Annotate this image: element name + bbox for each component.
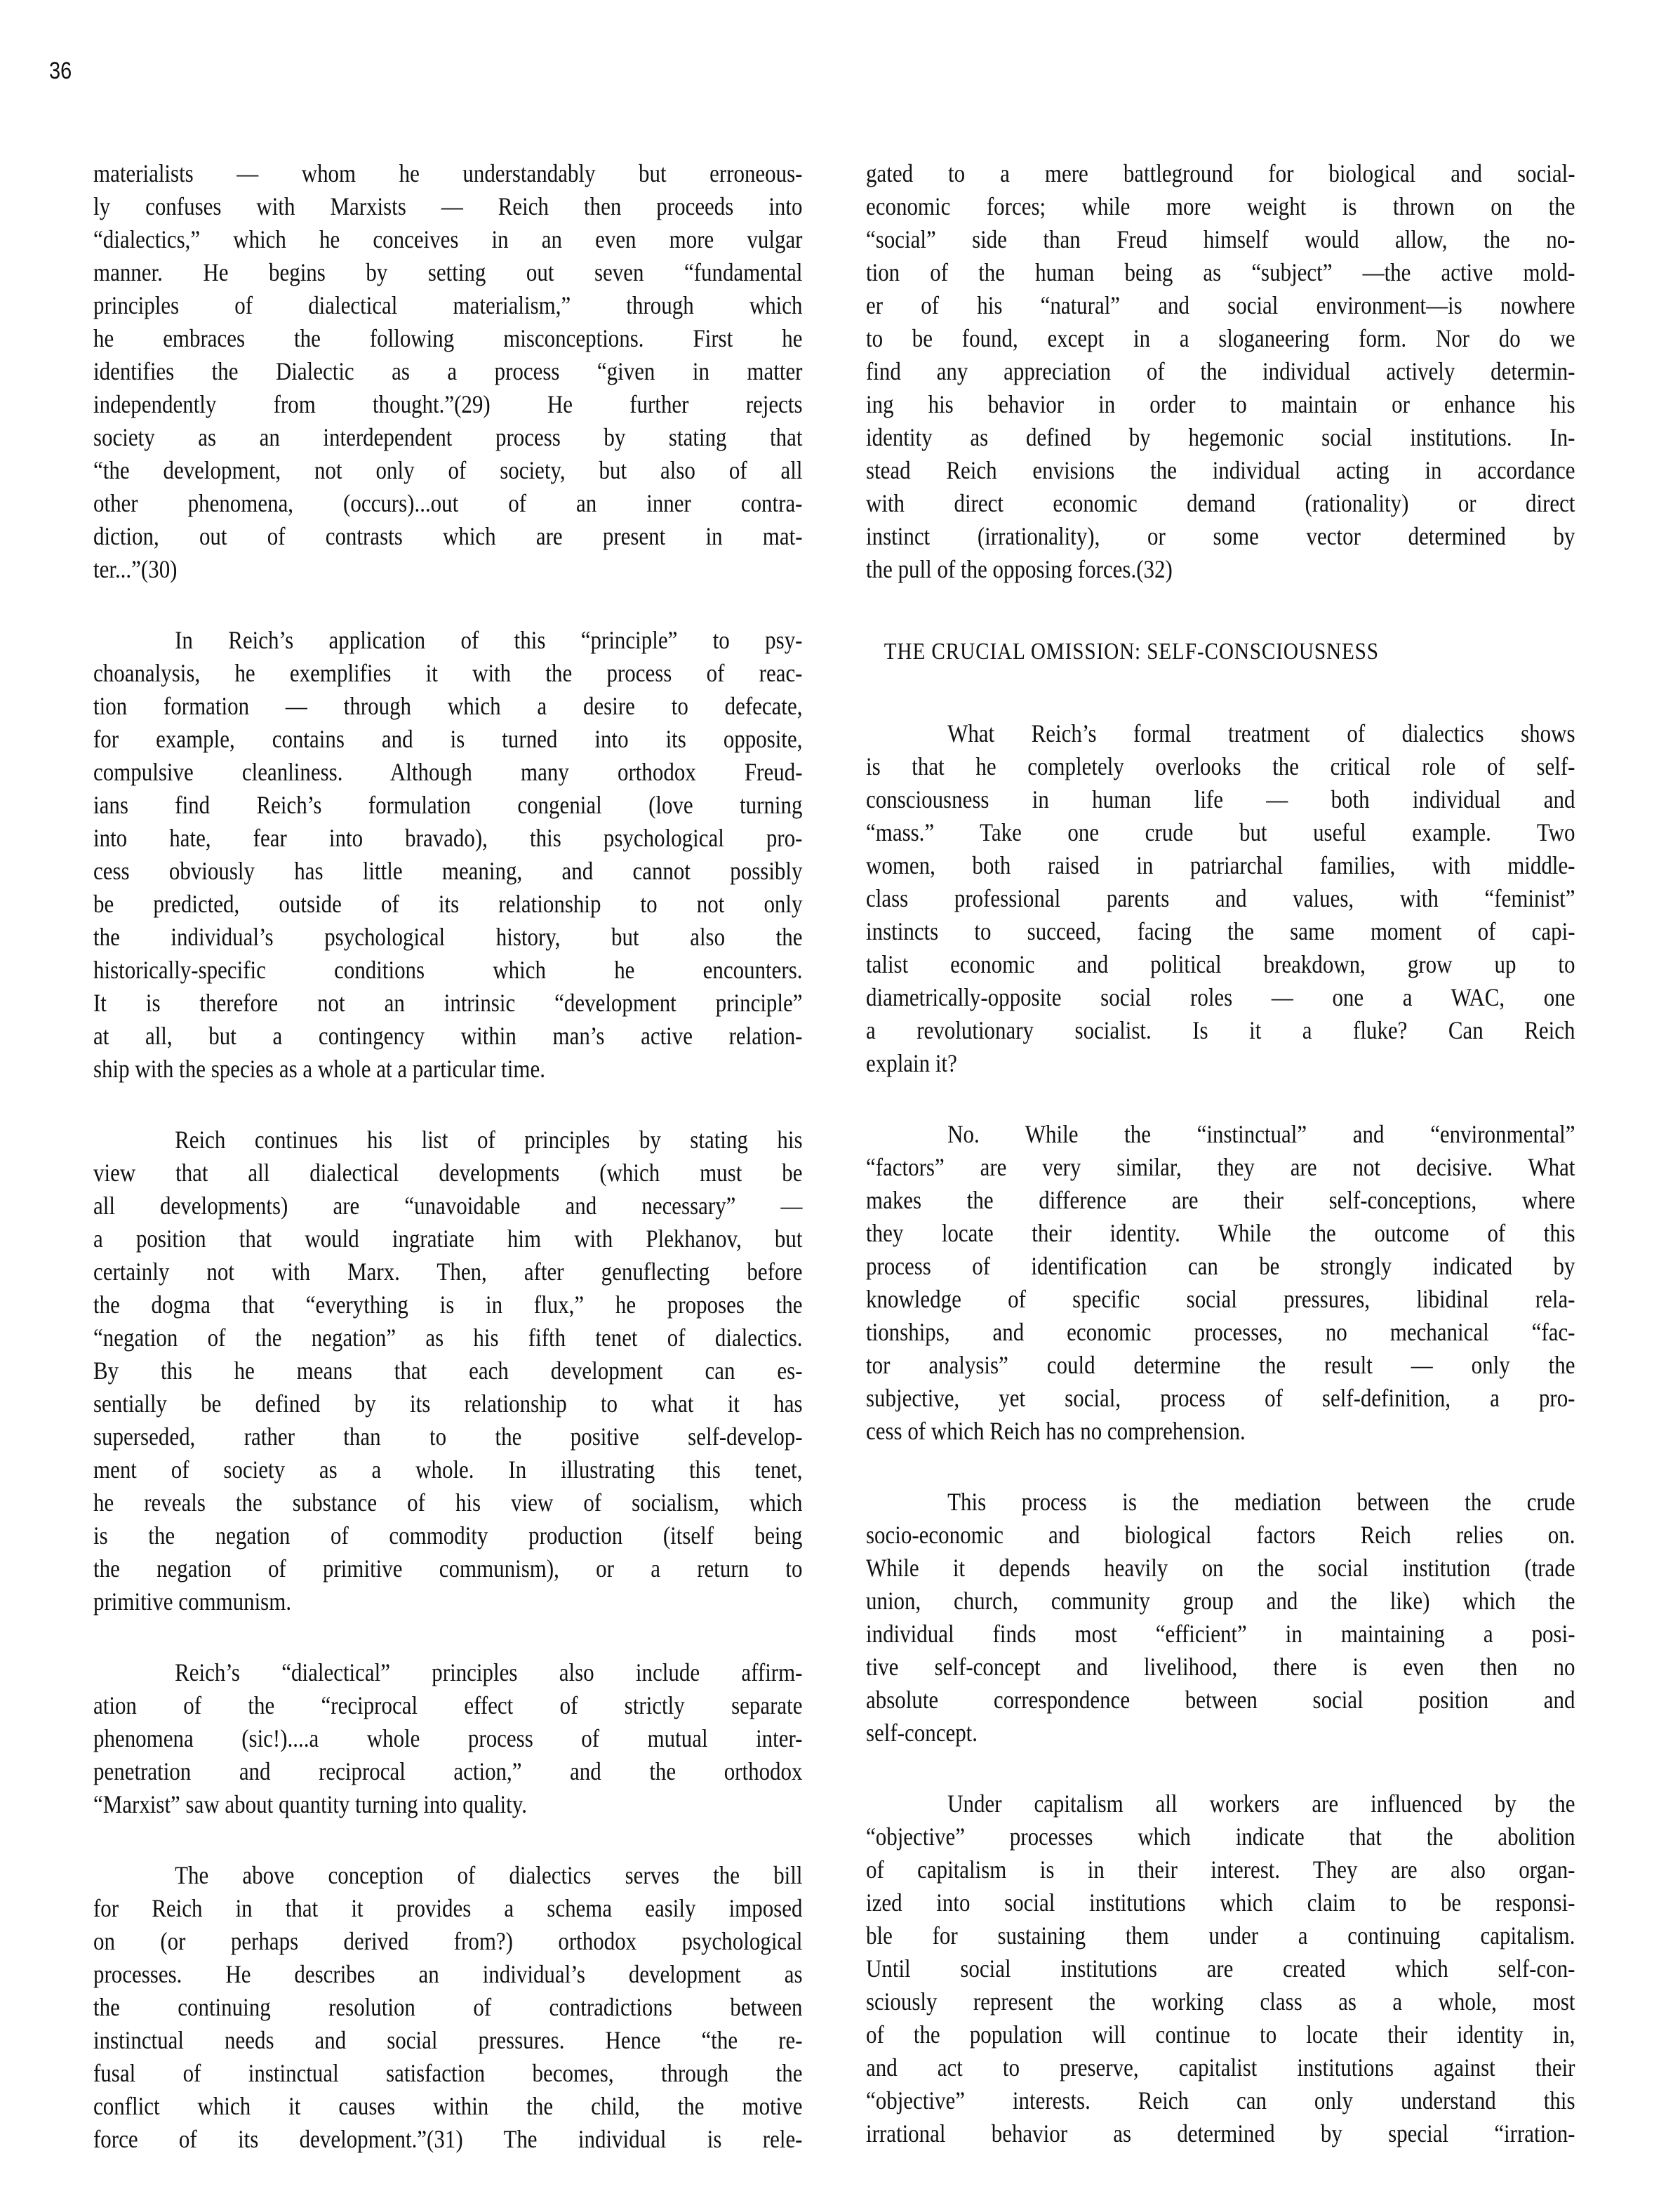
text-line: find any appreciation of the individual actively determin- [866, 357, 1575, 385]
text-line: instinct (irrationality), or some vector determined by [866, 522, 1575, 550]
text-line: self-concept. [866, 1719, 978, 1747]
text-line: for Reich in that it provides a schema easily imposed [93, 1894, 803, 1922]
text-line: view that all dialectical developments (which must be [93, 1159, 803, 1187]
text-line: ter...”(30) [93, 555, 178, 583]
text-line: economic forces; while more weight is thrown on the [866, 192, 1575, 220]
paragraph [93, 157, 802, 586]
text-line: talist economic and political breakdown, grow up to [866, 950, 1575, 978]
text-line: a revolutionary socialist. Is it a fluke? Can Reich [866, 1016, 1575, 1044]
text-line: ing his behavior in order to maintain or enhance his [866, 390, 1575, 418]
text-line: tor analysis” could determine the result — only the [866, 1351, 1575, 1379]
text-line: By this he means that each development can es- [93, 1357, 803, 1385]
text-line: for example, contains and is turned into its opposite, [93, 725, 803, 753]
text-line: “objective” interests. Reich can only understand this [866, 2086, 1575, 2114]
right-column [866, 157, 1575, 2150]
text-line: irrational behavior as determined by special “irration- [866, 2119, 1575, 2147]
text-line: ship with the species as a whole at a particular time. [93, 1055, 545, 1083]
text-line: individual finds most “efficient” in maintaining a posi- [866, 1620, 1575, 1648]
text-line: is that he completely overlooks the critical role of self- [866, 752, 1575, 780]
text-line: certainly not with Marx. Then, after genuflecting before [93, 1258, 803, 1286]
text-line: identifies the Dialectic as a process “given in matter [93, 357, 803, 385]
right-column-intro [866, 157, 1575, 586]
text-line: “mass.” Take one crude but useful example. Two [866, 818, 1575, 846]
text-line: knowledge of specific social pressures, libidinal rela- [866, 1285, 1575, 1313]
text-line: the individual’s psychological history, but also the [93, 923, 803, 951]
paragraph-gap [866, 1750, 1575, 1787]
paragraph [866, 1486, 1575, 1750]
text-line: “the development, not only of society, but also of all [93, 456, 803, 484]
text-line: “dialectics,” which he conceives in an even more vulgar [93, 225, 803, 253]
text-line: be predicted, outside of its relationship to not only [93, 890, 803, 918]
paragraph [93, 1859, 802, 2156]
text-line: the pull of the opposing forces.(32) [866, 555, 1173, 583]
text-line: It is therefore not an intrinsic “development principle” [93, 989, 803, 1017]
text-line: Until social institutions are created which self-con- [866, 1954, 1575, 1983]
text-line: force of its development.”(31) The individual is rele- [93, 2125, 803, 2153]
text-line: process of identification can be strongly indicated by [866, 1252, 1575, 1280]
paragraph-gap [93, 1618, 802, 1656]
text-line: ly confuses with Marxists — Reich then proceeds into [93, 192, 803, 220]
text-line: phenomena (sic!)....a whole process of mutual inter- [93, 1724, 803, 1752]
text-line: While it depends heavily on the social institution (trade [866, 1554, 1575, 1582]
right-column-body [866, 717, 1575, 2150]
text-line: of capitalism is in their interest. They are also organ- [866, 1856, 1575, 1884]
text-line: primitive communism. [93, 1587, 292, 1616]
text-line: ment of society as a whole. In illustrating this tenet, [93, 1456, 803, 1484]
text-line: subjective, yet social, process of self-definition, a pro- [866, 1384, 1575, 1412]
text-line: the continuing resolution of contradictions between [93, 1993, 803, 2021]
text-line: historically-specific conditions which he encounters. [93, 956, 803, 984]
text-line: other phenomena, (occurs)...out of an inner contra- [93, 489, 803, 517]
text-line: Reich’s “dialectical” principles also include affirm- [175, 1658, 803, 1686]
text-line: the dogma that “everything is in flux,” he proposes the [93, 1291, 803, 1319]
text-line: sciously represent the working class as a whole, most [866, 1987, 1575, 2016]
text-line: on (or perhaps derived from?) orthodox psychological [93, 1927, 803, 1955]
text-line: absolute correspondence between social position and [866, 1686, 1575, 1714]
paragraph [866, 157, 1575, 586]
text-line: class professional parents and values, with “feminist” [866, 884, 1575, 912]
text-line: stead Reich envisions the individual acting in accordance [866, 456, 1575, 484]
text-line: In Reich’s application of this “principle” to psy- [175, 626, 803, 654]
spacer [866, 668, 1575, 717]
text-line: er of his “natural” and social environment—is nowhere [866, 291, 1575, 319]
text-line: tionships, and economic processes, no mechanical “fac- [866, 1318, 1575, 1346]
paragraph [93, 624, 802, 1086]
section-heading: THE CRUCIAL OMISSION: SELF-CONSCIOUSNESS [884, 639, 1379, 665]
text-line: a position that would ingratiate him with Plekhanov, but [93, 1225, 803, 1253]
paragraph [866, 717, 1575, 1080]
text-line: principles of dialectical materialism,” through which [93, 291, 803, 319]
paragraph-gap [93, 1821, 802, 1859]
text-line: instinctual needs and social pressures. Hence “the re- [93, 2026, 803, 2054]
spacer [866, 586, 1575, 635]
text-line: sentially be defined by its relationship to what it has [93, 1390, 803, 1418]
text-line: and act to preserve, capitalist institutions against their [866, 2053, 1575, 2082]
text-line: at all, but a contingency within man’s active relation- [93, 1022, 803, 1050]
text-line: they locate their identity. While the outcome of this [866, 1219, 1575, 1247]
text-line: Under capitalism all workers are influenced by the [947, 1790, 1575, 1818]
paragraph [866, 1787, 1575, 2150]
paragraph [93, 1124, 802, 1618]
text-line: What Reich’s formal treatment of dialectics shows [947, 719, 1575, 747]
text-line: diametrically-opposite social roles — one a WAC, one [866, 983, 1575, 1011]
text-line: is the negation of commodity production (itself being [93, 1521, 803, 1550]
text-line: penetration and reciprocal action,” and the orthodox [93, 1757, 803, 1785]
text-line: processes. He describes an individual’s development as [93, 1960, 803, 1988]
left-column [93, 157, 802, 2156]
text-line: of the population will continue to locate their identity in, [866, 2020, 1575, 2049]
text-line: makes the difference are their self-conceptions, where [866, 1186, 1575, 1214]
text-line: consciousness in human life — both individual and [866, 785, 1575, 813]
text-line: fusal of instinctual satisfaction becomes, through the [93, 2059, 803, 2087]
text-line: tive self-concept and livelihood, there is even then no [866, 1653, 1575, 1681]
text-line: conflict which it causes within the child, the motive [93, 2092, 803, 2120]
text-line: compulsive cleanliness. Although many orthodox Freud- [93, 758, 803, 786]
paragraph-gap [93, 1086, 802, 1124]
text-line: union, church, community group and the like) which the [866, 1587, 1575, 1615]
text-line: explain it? [866, 1049, 957, 1077]
text-line: “objective” processes which indicate that the abolition [866, 1823, 1575, 1851]
text-line: tion formation — through which a desire to defecate, [93, 692, 803, 720]
text-line: to be found, except in a sloganeering form. Nor do we [866, 324, 1575, 352]
text-line: “Marxist” saw about quantity turning into quality. [93, 1790, 527, 1818]
text-line: No. While the “instinctual” and “environmental” [947, 1120, 1575, 1148]
text-line: cess obviously has little meaning, and cannot possibly [93, 857, 803, 885]
text-line: all developments) are “unavoidable and necessary” — [93, 1192, 803, 1220]
text-line: ation of the “reciprocal effect of strictly separate [93, 1691, 803, 1719]
text-line: independently from thought.”(29) He further rejects [93, 390, 803, 418]
text-line: with direct economic demand (rationality) or direct [866, 489, 1575, 517]
text-line: “negation of the negation” as his fifth tenet of dialectics. [93, 1324, 803, 1352]
text-line: women, both raised in patriarchal families, with middle- [866, 851, 1575, 879]
text-line: society as an interdependent process by stating that [93, 423, 803, 451]
text-line: This process is the mediation between the crude [947, 1488, 1575, 1516]
text-line: he embraces the following misconceptions. First he [93, 324, 803, 352]
paragraph [866, 1118, 1575, 1448]
text-line: identity as defined by hegemonic social institutions. In- [866, 423, 1575, 451]
paragraph-gap [866, 1448, 1575, 1486]
paragraph-gap [93, 586, 802, 624]
text-line: materialists — whom he understandably but erroneous- [93, 159, 803, 187]
text-line: ized into social institutions which claim to be responsi- [866, 1889, 1575, 1917]
text-line: ble for sustaining them under a continuing capitalism. [866, 1921, 1575, 1950]
text-line: instincts to succeed, facing the same moment of capi- [866, 917, 1575, 945]
text-line: gated to a mere battleground for biological and social- [866, 159, 1575, 187]
text-line: “social” side than Freud himself would allow, the no- [866, 225, 1575, 253]
text-line: choanalysis, he exemplifies it with the process of reac- [93, 659, 803, 687]
text-line: diction, out of contrasts which are present in mat- [93, 522, 803, 550]
text-line: socio-economic and biological factors Reich relies on. [866, 1521, 1575, 1549]
text-line: into hate, fear into bravado), this psychological pro- [93, 824, 803, 852]
text-line: manner. He begins by setting out seven “fundamental [93, 258, 803, 286]
text-line: The above conception of dialectics serves the bill [175, 1861, 803, 1889]
paragraph-gap [866, 1080, 1575, 1118]
page-number: 36 [49, 58, 72, 84]
text-line: he reveals the substance of his view of socialism, which [93, 1488, 803, 1517]
text-line: the negation of primitive communism), or a return to [93, 1554, 803, 1583]
text-line: superseded, rather than to the positive self-develop- [93, 1423, 803, 1451]
text-line: cess of which Reich has no comprehension. [866, 1417, 1246, 1445]
text-line: tion of the human being as “subject” —the active mold- [866, 258, 1575, 286]
text-line: ians find Reich’s formulation congenial (love turning [93, 791, 803, 819]
paragraph [93, 1656, 802, 1821]
text-line: “factors” are very similar, they are not decisive. What [866, 1153, 1575, 1181]
text-line: Reich continues his list of principles by stating his [175, 1126, 803, 1154]
